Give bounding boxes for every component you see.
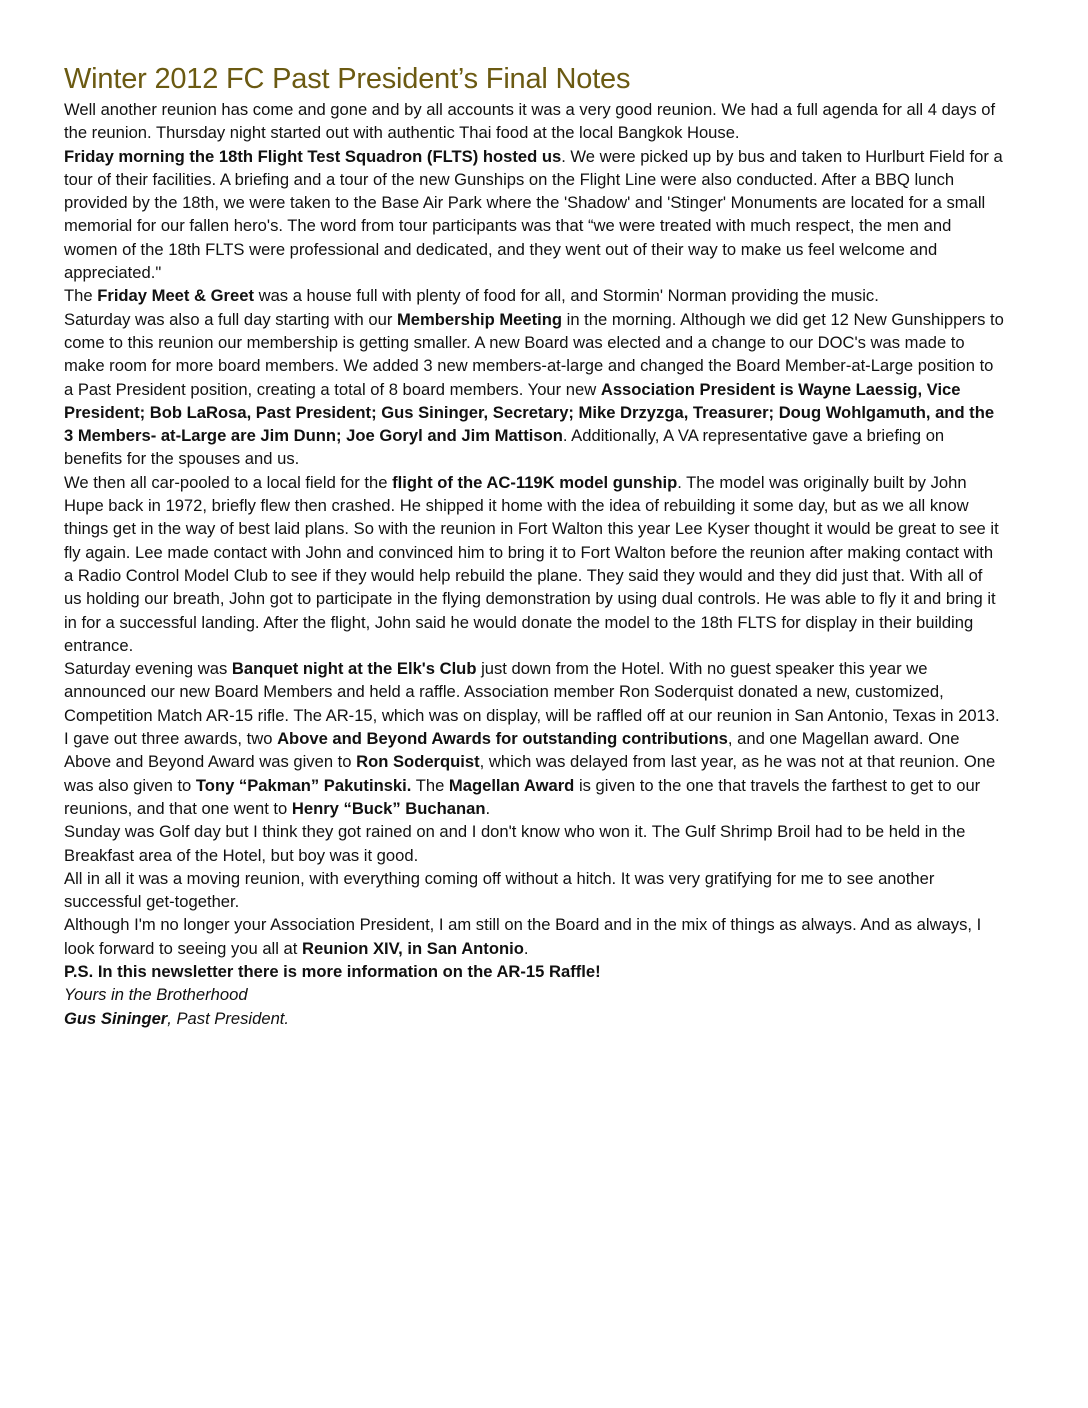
text-run: The bbox=[64, 286, 98, 306]
text-run: Although I'm no longer your Association President, I am still on the Board and in the mix of things as always. And as always, I look forward to seeing you all at bbox=[64, 915, 982, 958]
bold-text: Above and Beyond Awards for outstanding contributions bbox=[277, 729, 728, 749]
text-run: . The model was originally built by John Hupe back in 1972, briefly flew then crashed. He shipped it home with the idea of rebuilding it some day, but as we all know things get in the way of best laid plans. So with the reunion in Fort Walton this year Lee Kyser thought it would be great to see it fly again. Lee made contact with John and convinced him to bring it to Fort Walton before the reunion after making contact with a Radio Control Model Club to see if they would help rebuild the plane. They said they would and they did just that. With all of us holding our breath, John got to participate in the flying demonstration by using dual controls. He was able to fly it and bring it in for a successful landing. After the flight, John said he would donate the model to the 18th FLTS for display in their building entrance. bbox=[64, 472, 999, 655]
text-run: is given to the one that travels the farthest to get to our reunions, and that one went to bbox=[64, 775, 981, 818]
bold-text: Association President is Wayne Laessig, Vice President; Bob LaRosa, Past President; Gus Sininger, Secretary; Mike Drzyzga, Treasurer; Doug Wohlgamuth, and the 3 Members- at-Large are Jim Dunn; Joe Goryl and Jim Mattison bbox=[64, 379, 995, 446]
text-run: , and one Magellan award. One Above and Beyond Award was given to bbox=[64, 729, 960, 772]
text-run: The bbox=[411, 775, 449, 795]
document-title: Winter 2012 FC Past President’s Final Notes bbox=[64, 63, 631, 95]
document-page bbox=[64, 62, 1004, 1030]
bold-text: Ron Soderquist bbox=[356, 752, 480, 772]
bold-text: Tony “Pakman” Pakutinski. bbox=[195, 775, 412, 795]
text-run: Well another reunion has come and gone and by all accounts it was a very good reunion. We had a full agenda for all 4 days of the reunion. Thursday night started out with authentic Thai food at the local Bangkok House. bbox=[64, 100, 996, 143]
text-run: . bbox=[485, 798, 491, 818]
text-run: All in all it was a moving reunion, with everything coming off without a hitch. It was very gratifying for me to see another successful get-together. bbox=[64, 868, 935, 912]
paragraph bbox=[64, 98, 1004, 145]
italic-text: , Past President. bbox=[167, 1008, 290, 1028]
text-run: was a house full with plenty of food for all, and Stormin' Norman providing the music. bbox=[253, 286, 879, 306]
bold-text: Magellan Award bbox=[448, 775, 575, 795]
paragraph bbox=[64, 727, 1004, 820]
text-run: . Additionally, A VA representative gave a briefing on benefits for the spouses and us. bbox=[64, 426, 945, 469]
italic-text: Yours in the Brotherhood bbox=[64, 985, 248, 1005]
bold-text: flight of the AC-119K model gunship bbox=[392, 472, 678, 492]
text-run: just down from the Hotel. With no guest speaker this year we announced our new Board Members and held a raffle. Association member Ron Soderquist donated a new, customized, Competition Match AR-15 rifle. The AR-15, which was on display, will be raffled off at our reunion in San Antonio, Texas in 2013. bbox=[64, 659, 1000, 725]
text-run: I gave out three awards, two bbox=[64, 729, 278, 749]
paragraph bbox=[64, 983, 1004, 1006]
paragraph bbox=[64, 308, 1004, 471]
text-run: . We were picked up by bus and taken to Hurlburt Field for a tour of their facilities. A briefing and a tour of the new Gunships on the Flight Line were also conducted. After a BBQ lunch provided by the 18th, we were taken to the Base Air Park where the 'Shadow' and 'Stinger' Monuments are located for a small memorial for our fallen hero's. The word from tour participants was that “we were treated with much respect, the men and women of the 18th FLTS were professional and dedicated, and they went out of their way to make us feel welcome and appreciated." bbox=[64, 146, 1003, 283]
document-body bbox=[64, 98, 1004, 1030]
text-run: Saturday evening was bbox=[64, 659, 232, 679]
paragraph bbox=[64, 960, 1004, 983]
text-run: Saturday was also a full day starting with our bbox=[64, 309, 397, 329]
text-run: , which was delayed from last year, as he was not at that reunion. One was also given to bbox=[64, 752, 996, 795]
text-run: in the morning. Although we did get 12 New Gunshippers to come to this reunion our membership is getting smaller. A new Board was elected and a change to our DOC's was made to make room for more board members. We added 3 new members-at-large and changed the Board Member-at-Large position to a Past President position, creating a total of 8 board members. Your new bbox=[64, 309, 1004, 399]
text-run: Sunday was Golf day but I think they got rained on and I don't know who won it. The Gulf Shrimp Broil had to be held in the Breakfast area of the Hotel, but boy was it good. bbox=[64, 822, 966, 865]
bold-text: Friday morning the 18th Flight Test Squadron (FLTS) hosted us bbox=[64, 146, 562, 166]
text-run: . bbox=[523, 938, 529, 958]
bold-text: Reunion XIV, in San Antonio bbox=[301, 938, 524, 958]
paragraph bbox=[64, 284, 1004, 307]
bold-text: Henry “Buck” Buchanan bbox=[291, 798, 486, 818]
bold-text: P.S. In this newsletter there is more information on the AR-15 Raffle! bbox=[64, 961, 601, 981]
paragraph bbox=[64, 1007, 1004, 1030]
paragraph bbox=[64, 657, 1004, 727]
paragraph bbox=[64, 471, 1004, 657]
bold-text: Membership Meeting bbox=[396, 309, 563, 329]
bold-text: Gus Sininger bbox=[64, 1008, 168, 1028]
paragraph bbox=[64, 867, 1004, 914]
bold-text: Friday Meet & Greet bbox=[97, 286, 254, 306]
bold-text: Banquet night at the Elk's Club bbox=[231, 659, 477, 679]
paragraph bbox=[64, 820, 1004, 867]
text-run: We then all car-pooled to a local field for the bbox=[64, 472, 393, 492]
paragraph bbox=[64, 913, 1004, 960]
paragraph bbox=[64, 145, 1004, 285]
